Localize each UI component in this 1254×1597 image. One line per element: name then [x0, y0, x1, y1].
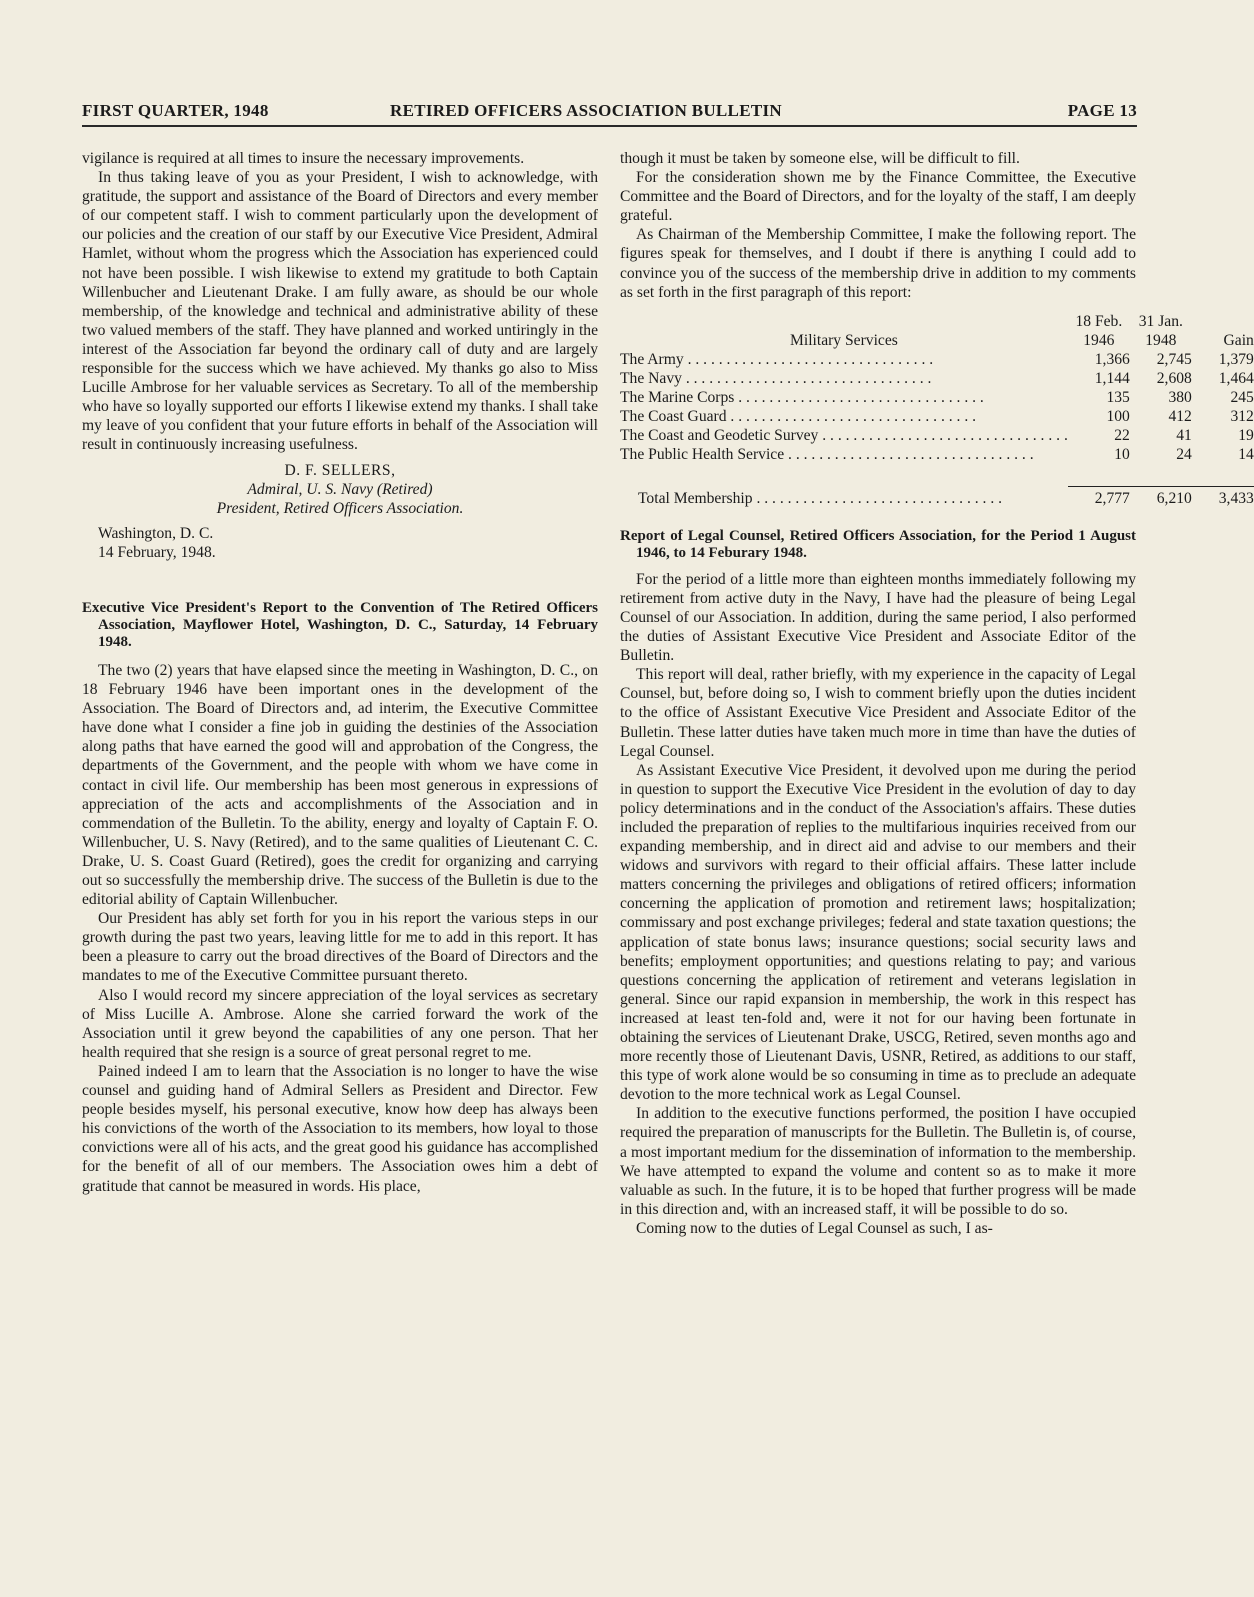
place-text: Washington, D. C.: [98, 524, 214, 542]
table-row: [620, 369, 1254, 388]
paragraph: This report will deal, rather briefly, with my experience in the capacity of Legal Counsel, but, before doing so, I wish to comment briefly upon the duties incident to the office of Assistant Executive Vice President and Associate Editor of the Bulletin. These latter duties have taken much more in time than have the duties of Legal Counsel.: [620, 666, 1136, 760]
service-name: The Public Health Service: [620, 445, 785, 463]
paragraph: vigilance is required at all times to insure the necessary improvements.: [82, 150, 525, 167]
signature-title: Admiral, U. S. Navy (Retired): [247, 480, 433, 498]
signature-place: [82, 524, 598, 562]
total-1946: 2,777: [1068, 486, 1130, 508]
value-1946: 10: [1114, 445, 1130, 463]
service-name: The Army: [620, 350, 684, 368]
section-heading: Executive Vice President's Report to the Convention of The Retired Officers Association, Mayflower Hotel, Washington, D. C., Saturday, 14 February 1948.: [82, 599, 598, 650]
total-gain: 3,433: [1192, 486, 1254, 508]
paragraph: For the consideration shown me by the Finance Committee, the Executive Committee and the Board of Directors, and for the loyalty of the staff, I am deeply grateful.: [620, 169, 1136, 225]
value-1948: 41: [1176, 426, 1192, 444]
paragraph: In thus taking leave of you as your President, I wish to acknowledge, with gratitude, the support and assistance of the Board of Directors and every member of our competent staff. I wish to comment particularly upon the development of our policies and the creation of our staff by our Executive Vice President, Admiral Hamlet, without whom the progress which the Association has experienced could not have been possible. I wish likewise to extend my gratitude to both Captain Willenbucher and Lieutenant Drake. I am fully aware, as should be our whole membership, of the knowledge and technical and administrative ability of these two valued members of the staff. They have planned and worked untiringly in the interest of the Association far beyond the ordinary call of duty and are largely responsible for the success which we have achieved. My thanks go also to Miss Lucille Ambrose for her valuable services as Secretary. To all of the membership who have so loyally supported our efforts I likewise extend my thanks. I shall take my leave of you confident that your future efforts in behalf of the Association will result in continuously increasing usefulness.: [82, 169, 598, 454]
value-gain: 1,379: [1218, 350, 1254, 368]
column-header: Gain: [1223, 331, 1254, 349]
value-gain: 245: [1230, 388, 1254, 406]
value-1946: 1,144: [1094, 369, 1130, 387]
membership-table: [620, 312, 1254, 508]
signature-block: [82, 461, 598, 518]
column-header: 31 Jan.: [1138, 312, 1183, 330]
paragraph: As Assistant Executive Vice President, it devolved upon me during the period in question to support the Executive Vice President in the evolution of day to day policy determinations and in the conduct of the Association's affairs. These duties included the preparation of replies to the multifarious inquiries received from our expanding membership, and in direct aid and advise to our members and their widows and survivors with regard to their official affairs. These latter include matters concerning the privileges and obligations of retired officers; information concerning the application of promotion and retirement laws; hospitalization; commissary and post exchange privileges; federal and state taxation questions; the application of state bonus laws; insurance questions; social security laws and benefits; employment opportunities; and questions relating to pay; and various questions concerning the application of retirement and veterans legislation in general. Since our rapid expansion in membership, the work in this respect has increased at least ten-fold and, were it not for our having been fortunate in obtaining the services of Lieutenant Drake, USCG, Retired, seven months ago and more recently those of Lieutenant Davis, USNR, Retired, as additions to our staff, this type of work alone would be so consuming in time as to preclude an adequate devotion to the more technical work as Legal Counsel.: [620, 761, 1136, 1104]
paragraph: The two (2) years that have elapsed since the meeting in Washington, D. C., on 18 February 1946 have been important ones in the development of the Association. The Board of Directors and, ad interim, the Executive Committee have done what I consider a fine job in guiding the destinies of the Association along paths that have earned the good will and approbation of the Congress, the departments of the Government, and the people with whom we have come in contact in civil life. Our membership has been most generous in expressions of appreciation of the acts and accomplishments of the Association and in commendation of the Bulletin. To the ability, energy and loyalty of Captain F. O. Willenbucher, U. S. Navy (Retired), and to the same qualities of Lieutenant C. C. Drake, U. S. Coast Guard (Retired), goes the credit for organizing and carrying out so successfully the membership drive. The success of the Bulletin is due to the editorial ability of Captain Willenbucher.: [82, 661, 598, 909]
page-header: [82, 101, 1137, 127]
paragraph: Also I would record my sincere appreciation of the loyal services as secretary of Miss Lucille A. Ambrose. Alone she carried forward the work of the Association until it grew beyond the capabilities of any one person. That her health required that she resign is a source of great personal regret to me.: [82, 986, 598, 1061]
column-header: 18 Feb.: [1075, 312, 1123, 330]
paragraph: For the period of a little more than eighteen months immediately following my retirement from active duty in the Navy, I have had the pleasure of being Legal Counsel of our Association. In addition, during the same period, I also performed the duties of Assistant Executive Vice President and Associate Editor of the Bulletin.: [620, 570, 1136, 665]
paragraph: though it must be taken by someone else, will be difficult to fill.: [620, 150, 1020, 167]
table-row: [620, 445, 1254, 464]
paragraph: Pained indeed I am to learn that the Association is no longer to have the wise counsel and guiding hand of Admiral Sellers as President and Director. Few people besides myself, his personal executive, know how deep has always been his convictions of the worth of the Association to its members, how loyal to those convictions were all of his acts, and the great good his guidance has accomplished for the benefit of all of our members. The Association owes him a debt of gratitude that cannot be measured in words. His place,: [82, 1062, 598, 1195]
right-column: [620, 149, 1254, 1569]
left-column: [82, 149, 598, 1569]
table-total-row: [620, 464, 1254, 508]
total-label: Total Membership: [638, 489, 753, 507]
column-header: Military Services: [790, 331, 898, 349]
value-gain: 14: [1238, 445, 1254, 463]
value-1948: 380: [1168, 388, 1192, 406]
value-1948: 2,745: [1156, 350, 1192, 368]
value-1948: 24: [1176, 445, 1192, 463]
value-gain: 312: [1230, 407, 1254, 425]
date-text: 14 February, 1948.: [98, 543, 216, 561]
value-1948: 412: [1168, 407, 1192, 425]
service-name: The Coast Guard: [620, 407, 727, 425]
page-number: PAGE 13: [1067, 101, 1137, 120]
value-1948: 2,608: [1156, 369, 1192, 387]
issue-label: FIRST QUARTER, 1948: [82, 101, 269, 120]
table-row: [620, 350, 1254, 369]
paragraph: Coming now to the duties of Legal Counsel as such, I as-: [636, 1219, 993, 1237]
service-name: The Coast and Geodetic Survey: [620, 426, 819, 444]
table-row: [620, 407, 1254, 426]
column-header: 1948: [1145, 331, 1177, 349]
value-1946: 22: [1114, 426, 1130, 444]
table-row: [620, 388, 1254, 407]
value-1946: 135: [1106, 388, 1130, 406]
signature-name: D. F. SELLERS,: [284, 461, 396, 479]
signature-title: President, Retired Officers Association.: [216, 499, 464, 517]
service-name: The Navy: [620, 369, 682, 387]
value-gain: 1,464: [1218, 369, 1254, 387]
paragraph: Our President has ably set forth for you in his report the various steps in our growth during the past two years, leaving little for me to add in this report. It has been a pleasure to carry out the broad directives of the Board of Directors and the mandates to me of the Executive Committee pursuant thereto.: [82, 910, 598, 985]
service-name: The Marine Corps: [620, 388, 735, 406]
section-heading: Report of Legal Counsel, Retired Officers Association, for the Period 1 August 1946, to 14 Feburary 1948.: [620, 527, 1136, 561]
value-1946: 100: [1106, 407, 1130, 425]
total-1948: 6,210: [1130, 486, 1192, 508]
paragraph: In addition to the executive functions performed, the position I have occupied required the preparation of manuscripts for the Bulletin. The Bulletin is, of course, a most important medium for the dissemination of information to the membership. We have attempted to expand the volume and content so as to make it more valuable as such. In the future, it is to be hoped that further progress will be made in this direction and, with an increased staff, it will be possible to do so.: [620, 1105, 1136, 1218]
table-header-row: [620, 312, 1254, 331]
value-1946: 1,366: [1094, 350, 1130, 368]
publication-title: RETIRED OFFICERS ASSOCIATION BULLETIN: [390, 101, 782, 120]
column-header: 1946: [1083, 331, 1115, 349]
table-row: [620, 426, 1254, 445]
table-header-row: [620, 331, 1254, 350]
paragraph: As Chairman of the Membership Committee, I make the following report. The figures speak for themselves, and I doubt if there is anything I could add to convince you of the success of the membership drive in addition to my comments as set forth in the first paragraph of this report:: [620, 226, 1136, 301]
value-gain: 19: [1238, 426, 1254, 444]
